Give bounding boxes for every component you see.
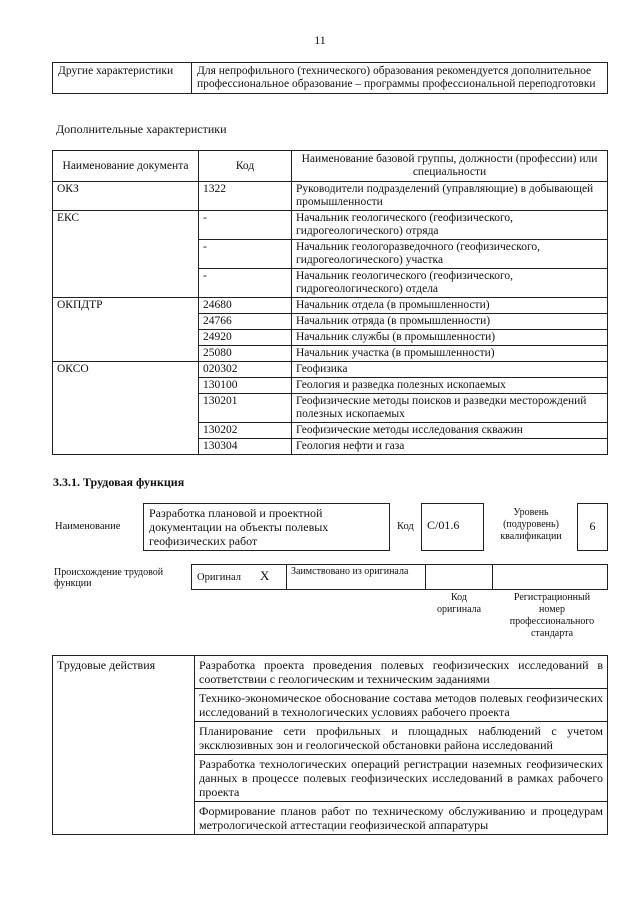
- name-cell: Начальник геологического (геофизического, гидрогеологического) отряда: [292, 211, 608, 240]
- code-cell: -: [199, 211, 292, 240]
- origin-label: Происхождение трудовой функции: [54, 567, 164, 589]
- table-header-row: [53, 151, 608, 182]
- code-cell: 130202: [199, 423, 292, 439]
- reg-number-label: Регистрационный номер профессионального стандарта: [509, 592, 595, 639]
- name-cell: Геофизика: [292, 362, 608, 378]
- table-row: [53, 211, 608, 240]
- code-value: C/01.6: [421, 503, 484, 551]
- document-cell: ОКЗ: [53, 182, 199, 211]
- function-name-value: Разработка плановой и проектной документации на объекты полевых геофизических работ: [143, 503, 390, 551]
- name-cell: Геофизические методы исследования скважин: [292, 423, 608, 439]
- name-cell: Геофизические методы поисков и разведки месторождений полезных ископаемых: [292, 394, 608, 423]
- name-cell: Геология нефти и газа: [292, 439, 608, 455]
- name-cell: Начальник геологического (геофизического, гидрогеологического) отдела: [292, 269, 608, 298]
- code-cell: 25080: [199, 346, 292, 362]
- column-header-code: Код: [199, 151, 292, 182]
- table-row: [53, 298, 608, 314]
- page-number: 11: [314, 33, 326, 47]
- section-title: 3.3.1. Трудовая функция: [53, 475, 185, 489]
- code-cell: -: [199, 269, 292, 298]
- code-cell: 1322: [199, 182, 292, 211]
- level-value: 6: [577, 503, 608, 551]
- column-header-name: Наименование базовой группы, должности (профессии) или специальности: [292, 151, 608, 182]
- labor-action-item: Формирование планов работ по техническому обслуживанию и процедурам метрологической аттестации геофизической аппаратуры: [195, 802, 608, 835]
- labor-actions-label: Трудовые действия: [53, 656, 195, 835]
- labor-action-item: Планирование сети профильных и площадных наблюдений с учетом эксклюзивных зон и геологической обстановки района исследований: [195, 722, 608, 755]
- labor-action-item: Разработка технологических операций регистрации наземных геофизических данных в процессе полевых геофизических исследований в рамках рабочего проекта: [195, 755, 608, 802]
- origin-divider: [492, 564, 493, 590]
- name-cell: Начальник участка (в промышленности): [292, 346, 608, 362]
- additional-characteristics-table: [52, 150, 608, 455]
- labor-action-item: Технико-экономическое обоснование состава методов полевых геофизических исследований в технологических условиях рабочего проекта: [195, 689, 608, 722]
- table-row: [53, 656, 608, 689]
- table-row: [53, 63, 608, 94]
- origin-divider: [286, 564, 287, 590]
- name-cell: Геология и разведка полезных ископаемых: [292, 378, 608, 394]
- code-cell: 130201: [199, 394, 292, 423]
- name-cell: Начальник отряда (в промышленности): [292, 314, 608, 330]
- code-cell: 130100: [199, 378, 292, 394]
- level-label: Уровень (подуровень) квалификации: [500, 507, 562, 542]
- name-cell: Начальник геологоразведочного (геофизического, гидрогеологического) участка: [292, 240, 608, 269]
- code-label: Код: [397, 521, 414, 532]
- code-cell: 130304: [199, 439, 292, 455]
- original-mark: X: [260, 568, 270, 583]
- column-header-document: Наименование документа: [53, 151, 199, 182]
- origin-divider: [425, 564, 426, 590]
- code-cell: 24680: [199, 298, 292, 314]
- borrowed-label: Заимствовано из оригинала: [291, 566, 409, 577]
- name-cell: Начальник службы (в промышленности): [292, 330, 608, 346]
- document-cell: ОКПДТР: [53, 298, 199, 362]
- code-original-label: Код оригинала: [436, 592, 482, 615]
- other-characteristics-table: [52, 62, 608, 94]
- document-cell: ОКСО: [53, 362, 199, 455]
- labor-action-item: Разработка проекта проведения полевых геофизических исследований в соответствии с геологическим и техническим заданиями: [195, 656, 608, 689]
- name-cell: Начальник отдела (в промышленности): [292, 298, 608, 314]
- code-cell: 020302: [199, 362, 292, 378]
- table-row: [53, 362, 608, 378]
- table-row: [53, 182, 608, 211]
- code-cell: 24920: [199, 330, 292, 346]
- other-characteristics-text: Для непрофильного (технического) образования рекомендуется дополнительное профессиональное образование – программы профессиональной переподготовки: [192, 63, 608, 94]
- labor-actions-table: [52, 655, 608, 835]
- document-cell: ЕКС: [53, 211, 199, 298]
- additional-characteristics-heading: Дополнительные характеристики: [56, 122, 227, 136]
- other-characteristics-label: Другие характеристики: [53, 63, 192, 94]
- name-cell: Руководители подразделений (управляющие) в добывающей промышленности: [292, 182, 608, 211]
- original-label: Оригинал: [197, 572, 241, 583]
- function-name-label: Наименование: [55, 521, 121, 532]
- code-cell: -: [199, 240, 292, 269]
- code-cell: 24766: [199, 314, 292, 330]
